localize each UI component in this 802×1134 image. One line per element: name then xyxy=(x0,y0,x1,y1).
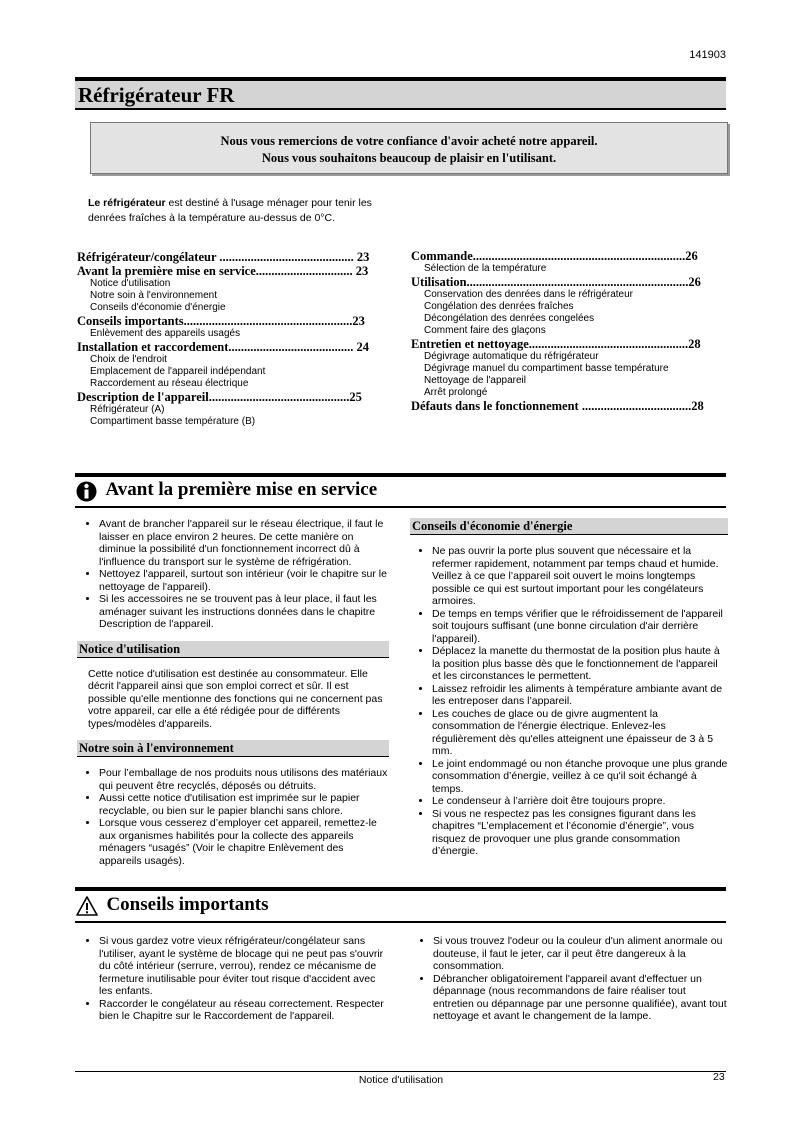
list-item: • Si les accessoires ne se trouvent pas à leur place, il faut les aménager suivant les instructions données dans le chapitre Description de l'appareil. xyxy=(99,593,389,631)
toc-entry: Conseils importants......................................................23 xyxy=(77,314,365,328)
list-item: • Avant de brancher l'appareil sur le réseau électrique, il faut le laisser en place environ 2 heures. De cette manière on diminue la possibilité d'un fonctionnement incorrect dû à l'influence du transport sur le système de réfrigération. xyxy=(99,518,389,568)
document-number: 141903 xyxy=(689,49,726,61)
thanks-line-1: Nous vous remercions de votre confiance d'avoir acheté notre appareil. xyxy=(220,134,598,148)
page-title-bar xyxy=(75,77,726,110)
toc-entry: Avant la première mise en service............................... 23 xyxy=(77,264,369,278)
toc-subentry: Congélation des denrées fraîches xyxy=(424,301,574,312)
section-underline-important xyxy=(75,921,726,923)
section-divider-top xyxy=(75,473,726,477)
section-underline-first-use xyxy=(75,506,726,508)
toc-entry: Installation et raccordement........................................ 24 xyxy=(77,340,369,354)
list-item: • Si vous gardez votre vieux réfrigérateur/congélateur sans l'utiliser, ayant le système de blocage qui ne peut pas s'ouvrir du côté intérieur (serrure, verrou), rendez ce mécanisme de fermeture inutilisable pour éviter tout risque d'accident avec les enfants. xyxy=(99,935,389,998)
thanks-box xyxy=(90,122,728,174)
first-use-bullets xyxy=(77,518,389,631)
toc-subentry: Notice d'utilisation xyxy=(90,278,171,289)
important-right-column xyxy=(411,935,727,1023)
environment-bullets xyxy=(77,767,389,867)
toc-left-column xyxy=(77,250,393,428)
toc-subentry: Réfrigérateur (A) xyxy=(90,404,165,415)
intro-text: est destiné à l'usage ménager pour tenir les denrées fraîches à la température au-dessus de 0°C. xyxy=(88,197,372,224)
list-item: • Si vous trouvez l'odeur ou la couleur d'un aliment anormale ou douteuse, il faut le jeter, car il peut être dangereux à la consommation. xyxy=(433,935,727,973)
toc-subentry: Dégivrage manuel du compartiment basse température xyxy=(424,363,669,374)
list-item: • Le condenseur à l’arrière doit être toujours propre. xyxy=(432,795,728,808)
toc-subentry: Compartiment basse température (B) xyxy=(90,416,256,427)
toc-subentry: Emplacement de l'appareil indépendant xyxy=(90,366,266,377)
section-title-first-use: Avant la première mise en service xyxy=(105,479,378,500)
important-left-column xyxy=(77,935,389,1023)
toc-subentry: Nettoyage de l'appareil xyxy=(424,375,526,386)
list-item: • Débrancher obligatoirement l'appareil avant d'effectuer un dépannage (nous recommandons de faire réaliser tout entretien ou dépannage par une personne qualifiée), avant tout nettoyage et avant le changement de la lampe. xyxy=(433,973,727,1023)
list-item: • Les couches de glace ou de givre augmentent la consommation de l'énergie électrique. Enlevez-les régulièrement dès qu'elles atteignent une épaisseur de 3 à 5 mm. xyxy=(432,708,728,758)
list-item: • Aussi cette notice d'utilisation est imprimée sur le papier recyclable, ou bien sur le papier blanchi sans chlore. xyxy=(99,792,389,817)
list-item: • Le joint endommagé ou non étanche provoque une plus grande consommation d’énergie, veillez à ce qu'il soit échangé à temps. xyxy=(432,758,728,796)
thanks-line-2: Nous vous souhaitons beaucoup de plaisir en l'utilisant. xyxy=(261,151,557,165)
list-item: • De temps en temps vérifier que le réfroidissement de l'appareil soit toujours suffisant (une bonne circulation d'air derrière l'appareil). xyxy=(432,608,728,646)
toc-subentry: Notre soin à l'environnement xyxy=(90,290,217,301)
toc-entry: Défauts dans le fonctionnement ...................................28 xyxy=(411,399,704,413)
list-item: • Déplacez la manette du thermostat de la position plus haute à la position plus basse dès que le fonctionnement de l'appareil et les circonstances le permettent. xyxy=(432,645,728,683)
toc-subentry: Comment faire des glaçons xyxy=(424,325,546,336)
energy-bullets xyxy=(410,545,728,858)
notice-paragraph: Cette notice d'utilisation est destinée au consommateur. Elle décrit l'appareil ainsi que son emploi correct et sûr. Il est possible qu'elle mentionne des fonctions qui ne concernent pas votre appareil, car elle a été rédigée pour de différents types/modèles d'appareils. xyxy=(88,667,383,730)
intro-bold: Le réfrigérateur xyxy=(88,197,166,209)
first-use-right-column xyxy=(410,518,728,858)
list-item: • Ne pas ouvrir la porte plus souvent que nécessaire et la refermer rapidement, notamment par temps chaud et humide. Veillez à ce que l’appareil soit ouvert le moins longtemps possible ce qui est surtout important pour les congélateurs armoires. xyxy=(432,545,728,608)
first-use-left-column xyxy=(77,518,389,867)
intro-paragraph xyxy=(88,196,408,226)
list-item: • Nettoyez l'appareil, surtout son intérieur (voir le chapitre sur le nettoyage de l'appareil). xyxy=(99,568,389,593)
toc-subentry: Dégivrage automatique du réfrigérateur xyxy=(424,351,599,362)
section-title-important: Conseils importants xyxy=(106,894,269,915)
toc-right-column xyxy=(411,249,727,413)
footer-title: Notice d'utilisation xyxy=(358,1074,444,1086)
important-left-bullets xyxy=(77,935,389,1023)
toc-subentry: Décongélation des denrées congelées xyxy=(424,313,595,324)
info-icon xyxy=(76,481,97,507)
footer-rule xyxy=(75,1071,726,1072)
toc-subentry: Choix de l'endroit xyxy=(90,354,167,365)
page-number: 23 xyxy=(713,1071,725,1083)
toc-subentry: Conseils d'économie d'énergie xyxy=(90,302,226,313)
important-right-bullets xyxy=(411,935,727,1023)
toc-entry: Utilisation.......................................................................26 xyxy=(411,275,701,289)
toc-subentry: Sélection de la température xyxy=(424,263,547,274)
toc-entry: Réfrigérateur/congélateur ........................................... 23 xyxy=(77,250,370,264)
section-divider-important xyxy=(75,887,726,891)
toc-subentry: Conservation des denrées dans le réfrigérateur xyxy=(424,289,634,300)
toc-entry: Entretien et nettoyage...................................................28 xyxy=(411,337,701,351)
toc-entry: Description de l'appareil.............................................25 xyxy=(77,390,362,404)
section-heading-important xyxy=(76,894,269,920)
toc-subentry: Arrêt prolongé xyxy=(424,387,488,398)
toc-subentry: Raccordement au réseau électrique xyxy=(90,378,249,389)
subheading-energy: Conseils d'économie d'énergie xyxy=(410,518,728,535)
subheading-environment: Notre soin à l'environnement xyxy=(77,740,389,757)
section-heading-first-use xyxy=(76,479,377,505)
list-item: • Lorsque vous cesserez d’employer cet appareil, remettez-le aux organismes habilités pour la collecte des appareils ménagers “usagés” (Voir le chapitre Enlèvement des appareils usagés). xyxy=(99,817,389,867)
page-title: Réfrigérateur FR xyxy=(78,83,235,107)
subheading-notice: Notice d'utilisation xyxy=(77,641,389,658)
warning-icon xyxy=(76,896,98,921)
list-item: • Si vous ne respectez pas les consignes figurant dans les chapitres “L’emplacement et l’économie d’énergie”, vous risquez de provoquer une plus grande consommation d’énergie. xyxy=(432,808,728,858)
list-item: • Pour l’emballage de nos produits nous utilisons des matériaux qui peuvent être recyclés, déposés ou détruits. xyxy=(99,767,389,792)
list-item: • Raccorder le congélateur au réseau correctement. Respecter bien le Chapitre sur le Raccordement de l'appareil. xyxy=(99,998,389,1023)
toc-subentry: Enlèvement des appareils usagés xyxy=(90,328,241,339)
list-item: • Laissez refroidir les aliments à température ambiante avant de les entreposer dans l’appareil. xyxy=(432,683,728,708)
toc-entry: Commande....................................................................26 xyxy=(411,249,698,263)
